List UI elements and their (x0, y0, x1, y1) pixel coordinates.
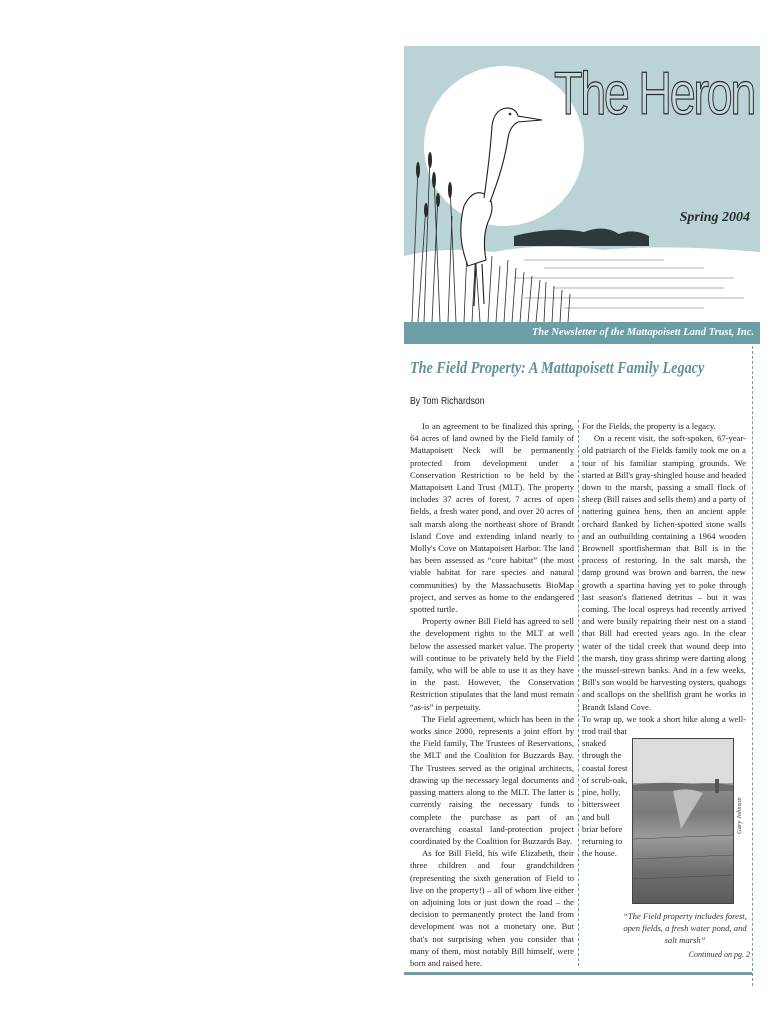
article-headline: The Field Property: A Mattapoisett Family Legacy (410, 358, 705, 377)
article-paragraph: As for Bill Field, his wife Elizabeth, their three children and four grandchildren (representing the sixth generation of Field to live on the property!) – all of whom live either on adjoining lots or just down the road – the decision to permanently protect the land from development was not a monetary one. But that's not surprising when you consider that many of them, most notably Bill himself, were born and raised here. (410, 848, 574, 968)
page-side-rule (752, 346, 753, 986)
newsletter-title: The Heron (554, 60, 755, 127)
photo-credit: Gary Johnson (736, 797, 743, 834)
article-paragraph-wrap: snaked through the coastal forest of scrub-oak, pine, holly, bittersweet and bull briar before returning to the house. (582, 738, 628, 859)
bottom-rule (404, 972, 752, 975)
photo-caption: “The Field property includes forest, open fields, a fresh water pond, and salt marsh” (623, 911, 747, 945)
issue-date: Spring 2004 (679, 210, 750, 225)
article-paragraph: To wrap up, we took a short hike along a well-trod trail that (582, 713, 746, 737)
continued-note: Continued on pg. 2 (688, 950, 750, 959)
photo-image (632, 738, 734, 904)
article-paragraph: In an agreement to be finalized this spring, 64 acres of land owned by the Field family of Mattapoisett Neck will be permanently protected from development under a Conservation Restriction to be held by the Mattapoisett Land Trust (MLT). The property includes 37 acres of forest, 7 acres of open fields, a fresh water pond, and over 20 acres of salt marsh along the northeast shore of Brandt Island Cove and extending inland nearly to Molly's Cove on Mattapoisett Harbor. The land has been assessed as “core habitat” (the most viable habitat for rare species and natural communities) by the Massachusetts BioMap project, and serves as home to the endangered spotted turtle. (410, 421, 574, 615)
masthead (404, 46, 760, 322)
marsh-photo-graphic (633, 739, 733, 903)
article-byline: By Tom Richardson (410, 395, 485, 407)
newsletter-tagline: The Newsletter of the Mattapoisett Land Trust, Inc. (404, 322, 760, 344)
newsletter-page (404, 46, 760, 1002)
article-column-left (410, 420, 574, 969)
article-paragraph: Property owner Bill Field has agreed to sell the development rights to the MLT at well below the assessed market value. The property will continue to be privately held by the Field family, who will be able to use it as they have in the past. However, the Conservation Restriction stipulates that the land must remain “as-is” in perpetuity. (410, 616, 574, 712)
article-paragraph: For the Fields, the property is a legacy. (582, 421, 716, 431)
article-paragraph: On a recent visit, the soft-spoken, 67-year-old patriarch of the Fields family took me on a tour of his familiar stamping grounds. We started at Bill's gray-shingled house and headed down to the marsh, passing a small flock of sheep (Bill raises and sells them) and a party of nattering guinea hens, then an ancient apple orchard flanked by lichen-spotted stone walls and an outbuilding containing a 1964 wooden Brownell sportfisherman that Bill is in the process of restoring. In the salt marsh, the damp ground was brown and barren, the new growth a spartina having yet to poke through last season's flattened detritus – but it was coming. The local ospreys had recently arrived and were busily repairing their nest on a stand that Bill had erected years ago. In the clear water of the tidal creek that wound deep into the marsh, tiny grass shrimp were darting along the mussel-strewn banks. And in a few weeks, Bill's son would be harvesting oysters, quahogs and scallops on the shellfish grant he works in Brandt Island Cove. (582, 433, 746, 712)
salt-marsh-photo (632, 738, 746, 902)
column-divider (578, 420, 579, 966)
article-paragraph: The Field agreement, which has been in the works since 2000, represents a joint effort by the Field family, The Trustees of Reservations, the MLT and the Coalition for Buzzards Bay. The Trustees served as the original architects, drawing up the necessary legal documents and passing matters along to the MLT. The latter is currently raising the necessary funds to complete the purchase as part of an overarching coastal land-protection project coordinated by the Coalition for Buzzards Bay. (410, 713, 574, 846)
